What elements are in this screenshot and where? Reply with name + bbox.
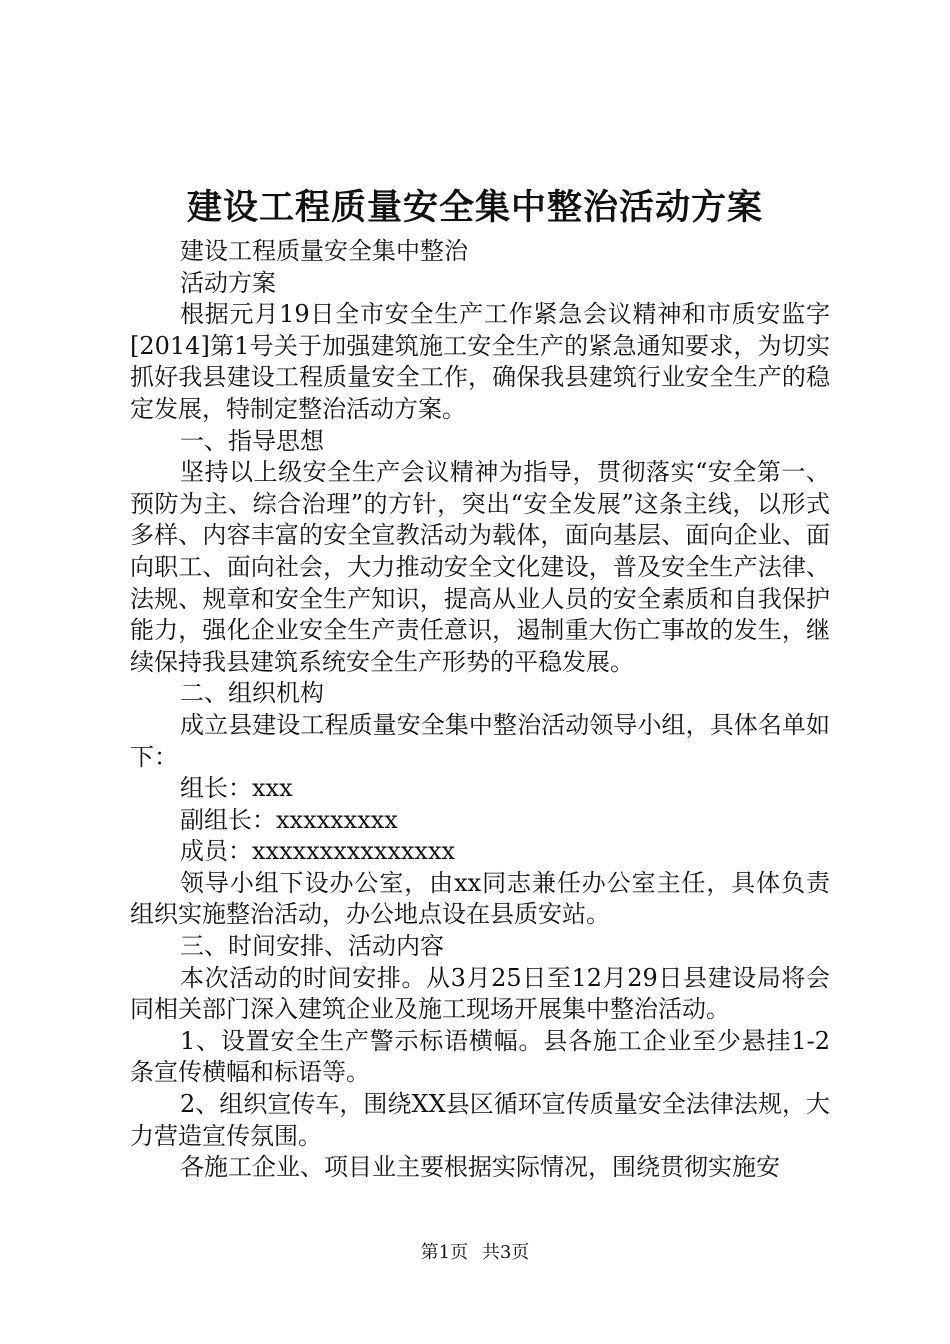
body-paragraph: 本次活动的时间安排。从3月25日至12月29日县建设局将会同相关部门深入建筑企业及施工现场开展集中整治活动。 — [130, 963, 830, 1024]
body-paragraph: 成立县建设工程质量安全集中整治活动领导小组，具体名单如下： — [130, 710, 830, 771]
page-total: 共3页 — [481, 1242, 530, 1263]
body-paragraph: 根据元月19日全市安全生产工作紧急会议精神和市质安监字[2014]第1号关于加强建筑施工安全生产的紧急通知要求，为切实抓好我县建设工程质量安全工作，确保我县建筑行业安全生产的稳定发展，特制定整治活动方案。 — [130, 300, 830, 423]
body-paragraph: 成员：xxxxxxxxxxxxxxx — [180, 837, 456, 866]
section-heading: 一、指导思想 — [180, 426, 324, 455]
page-footer — [0, 1241, 950, 1265]
body-paragraph: 副组长：xxxxxxxxx — [180, 805, 398, 834]
body-paragraph: 各施工企业、项目业主要根据实际情况，围绕贯彻实施安 — [180, 1153, 780, 1182]
body-paragraph: 活动方案 — [180, 268, 276, 297]
body-paragraph: 1、设置安全生产警示标语横幅。县各施工企业至少悬挂1-2条宣传横幅和标语等。 — [130, 1026, 830, 1087]
document-title: 建设工程质量安全集中整治活动方案 — [186, 187, 763, 228]
body-paragraph: 坚持以上级安全生产会议精神为指导，贯彻落实“安全第一、预防为主、综合治理”的方针，突出“安全发展”这条主线，以形式多样、内容丰富的安全宣教活动为载体，面向基层、面向企业、面向职工、面向社会，大力推动安全文化建设，普及安全生产法律、法规、规章和安全生产知识，提高从业人员的安全素质和自我保护能力，强化企业安全生产责任意识，遏制重大伤亡事故的发生，继续保持我县建筑系统安全生产形势的平稳发展。 — [130, 458, 830, 676]
document-body — [130, 236, 830, 1184]
body-paragraph: 组长：xxx — [180, 774, 293, 803]
body-paragraph: 建设工程质量安全集中整治 — [180, 237, 468, 265]
body-paragraph: 2、组织宣传车，围绕XX县区循环宣传质量安全法律法规，大力营造宣传氛围。 — [130, 1090, 830, 1150]
body-paragraph: 领导小组下设办公室，由xx同志兼任办公室主任，具体负责组织实施整治活动，办公地点设在县质安站。 — [130, 868, 830, 929]
section-heading: 三、时间安排、活动内容 — [180, 932, 444, 961]
section-heading: 二、组织机构 — [180, 679, 324, 708]
page-number: 第1页 — [420, 1242, 469, 1263]
